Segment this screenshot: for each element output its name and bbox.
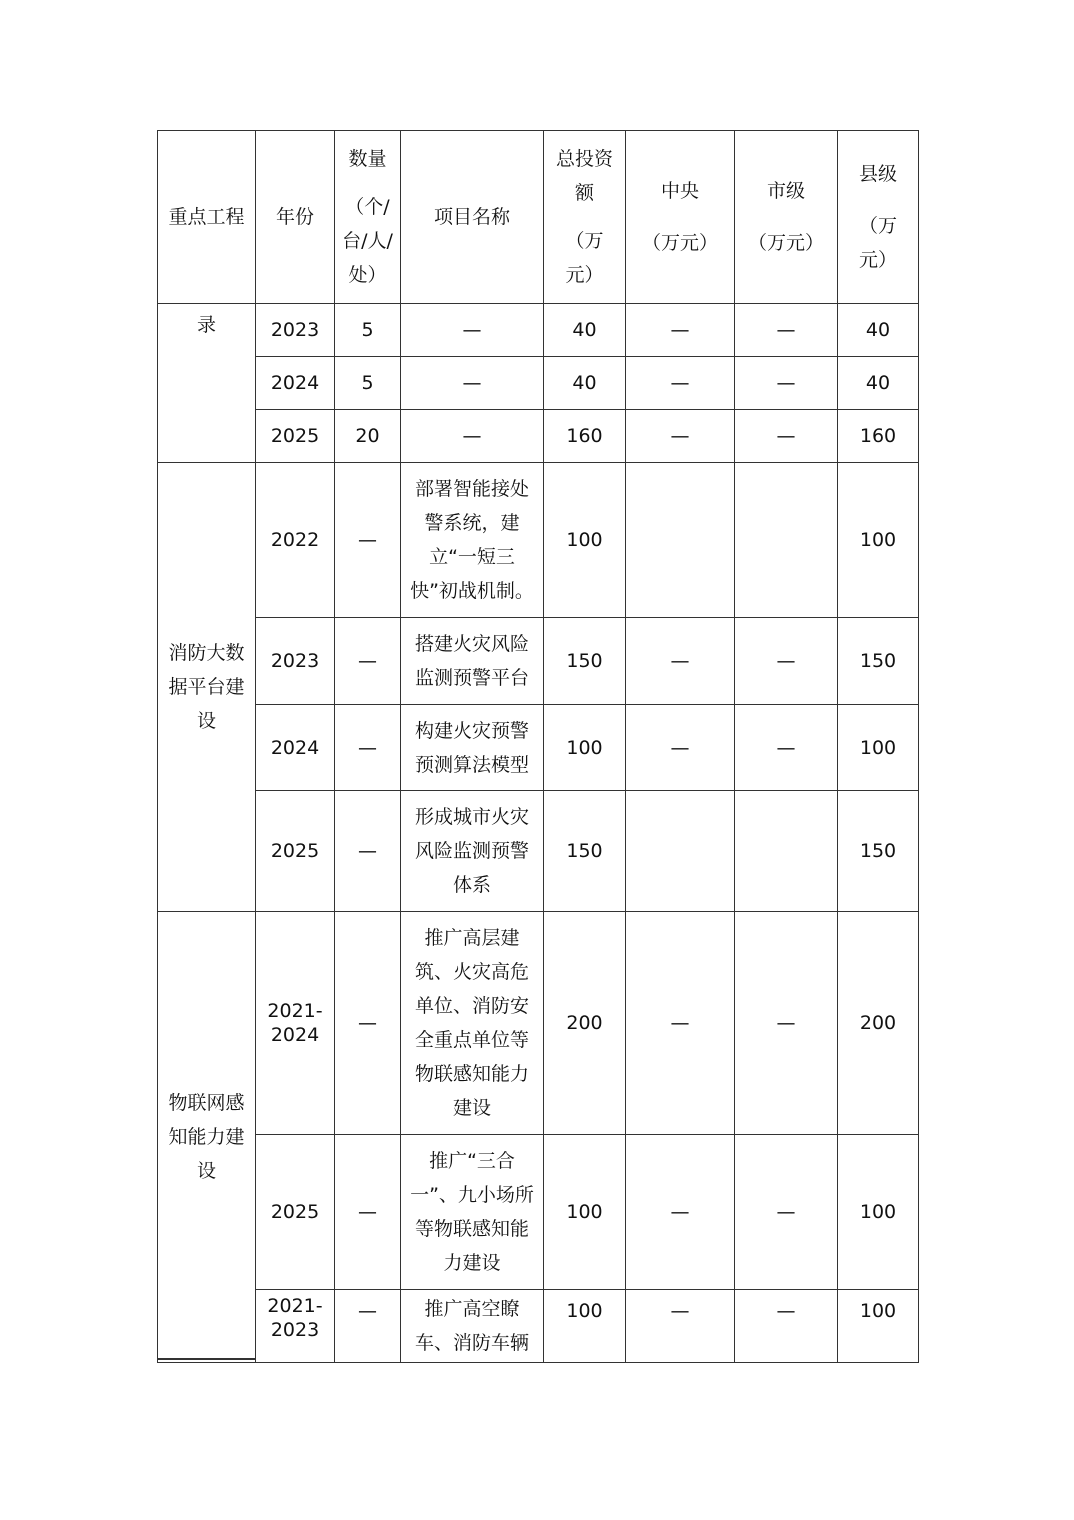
total-cell: 100 — [544, 705, 626, 791]
year-cell: 2024 — [256, 357, 335, 410]
table-row — [158, 463, 919, 618]
quantity-cell: — — [335, 618, 401, 705]
year-cell: 2023 — [256, 618, 335, 705]
city-cell: — — [735, 912, 838, 1135]
year-cell: 2022 — [256, 463, 335, 618]
central-cell: — — [626, 304, 735, 357]
header-central-line: 中央 — [660, 180, 699, 202]
header-row — [158, 131, 919, 304]
header-county — [838, 131, 919, 304]
year-cell: 2025 — [256, 1135, 335, 1290]
header-central — [626, 131, 735, 304]
total-cell: 40 — [544, 357, 626, 410]
total-cell: 150 — [544, 618, 626, 705]
central-cell — [626, 463, 735, 618]
total-cell: 150 — [544, 791, 626, 912]
quantity-cell: 5 — [335, 304, 401, 357]
header-project-name: 项目名称 — [401, 131, 544, 304]
header-quantity-line: （个/ — [345, 196, 390, 218]
table-row — [158, 1290, 919, 1363]
project-name-cell: 搭建火灾风险监测预警平台 — [401, 618, 544, 705]
header-total-line: （万 — [565, 230, 604, 252]
city-cell: — — [735, 705, 838, 791]
county-cell: 40 — [838, 304, 919, 357]
table-bottom-rule — [157, 1358, 255, 1360]
header-city — [735, 131, 838, 304]
year-cell: 2024 — [256, 705, 335, 791]
year-cell: 2023 — [256, 304, 335, 357]
county-cell: 100 — [838, 705, 919, 791]
table-row — [158, 705, 919, 791]
central-cell — [626, 791, 735, 912]
county-cell: 150 — [838, 791, 919, 912]
city-cell: — — [735, 1290, 838, 1363]
total-cell: 100 — [544, 463, 626, 618]
header-total-investment — [544, 131, 626, 304]
header-key-project: 重点工程 — [158, 131, 256, 304]
quantity-cell: — — [335, 463, 401, 618]
project-name-cell: 形成城市火灾风险监测预警体系 — [401, 791, 544, 912]
city-cell: — — [735, 357, 838, 410]
project-name-cell: — — [401, 410, 544, 463]
project-name-cell: — — [401, 304, 544, 357]
county-cell: 100 — [838, 1135, 919, 1290]
central-cell: — — [626, 357, 735, 410]
year-cell: 2025 — [256, 410, 335, 463]
table-row — [158, 618, 919, 705]
quantity-cell: 5 — [335, 357, 401, 410]
table-row — [158, 410, 919, 463]
quantity-cell: 20 — [335, 410, 401, 463]
central-cell: — — [626, 1290, 735, 1363]
city-cell: — — [735, 618, 838, 705]
quantity-cell: — — [335, 1135, 401, 1290]
quantity-cell: — — [335, 705, 401, 791]
city-cell: — — [735, 1135, 838, 1290]
table-row — [158, 791, 919, 912]
county-cell: 40 — [838, 357, 919, 410]
central-cell: — — [626, 410, 735, 463]
total-cell: 200 — [544, 912, 626, 1135]
city-cell — [735, 791, 838, 912]
header-quantity-line: 数量 — [348, 148, 387, 170]
header-total-line: 总投资 — [555, 148, 613, 170]
year-cell: 2025 — [256, 791, 335, 912]
year-cell: 2021-2024 — [256, 912, 335, 1135]
county-cell: 150 — [838, 618, 919, 705]
header-county-line: 元） — [858, 249, 897, 271]
header-central-line: （万元） — [641, 232, 718, 254]
city-cell: — — [735, 410, 838, 463]
table-row — [158, 304, 919, 357]
central-cell: — — [626, 618, 735, 705]
project-name-cell: 构建火灾预警预测算法模型 — [401, 705, 544, 791]
county-cell: 160 — [838, 410, 919, 463]
total-cell: 100 — [544, 1290, 626, 1363]
year-cell: 2021-2023 — [256, 1290, 335, 1363]
quantity-cell: — — [335, 1290, 401, 1363]
total-cell: 40 — [544, 304, 626, 357]
table-row — [158, 1135, 919, 1290]
project-name-cell: 推广高空瞭车、消防车辆 — [401, 1290, 544, 1363]
project-name-cell: — — [401, 357, 544, 410]
county-cell: 100 — [838, 1290, 919, 1363]
key-project-cell: 消防大数据平台建设 — [158, 463, 256, 912]
central-cell: — — [626, 912, 735, 1135]
total-cell: 100 — [544, 1135, 626, 1290]
county-cell: 100 — [838, 463, 919, 618]
quantity-cell: — — [335, 791, 401, 912]
header-total-line: 元） — [565, 264, 604, 286]
header-city-line: （万元） — [747, 232, 824, 254]
project-name-cell: 推广“三合一”、九小场所等物联感知能力建设 — [401, 1135, 544, 1290]
county-cell: 200 — [838, 912, 919, 1135]
header-year: 年份 — [256, 131, 335, 304]
total-cell: 160 — [544, 410, 626, 463]
project-name-cell: 推广高层建筑、火灾高危单位、消防安全重点单位等物联感知能力建设 — [401, 912, 544, 1135]
header-county-line: （万 — [858, 215, 897, 237]
central-cell: — — [626, 1135, 735, 1290]
key-project-cell: 录 — [158, 304, 256, 463]
city-cell: — — [735, 304, 838, 357]
project-name-cell: 部署智能接处警系统，建立“一短三快”初战机制。 — [401, 463, 544, 618]
header-quantity — [335, 131, 401, 304]
header-county-line: 县级 — [858, 163, 897, 185]
central-cell: — — [626, 705, 735, 791]
city-cell — [735, 463, 838, 618]
table-row — [158, 357, 919, 410]
key-project-cell: 物联网感知能力建设 — [158, 912, 256, 1363]
header-quantity-line: 处） — [348, 264, 387, 286]
header-quantity-line: 台/人/ — [342, 230, 393, 252]
quantity-cell: — — [335, 912, 401, 1135]
table-row — [158, 912, 919, 1135]
investment-table — [157, 130, 919, 1363]
header-city-line: 市级 — [766, 180, 805, 202]
header-total-line: 额 — [574, 182, 594, 204]
